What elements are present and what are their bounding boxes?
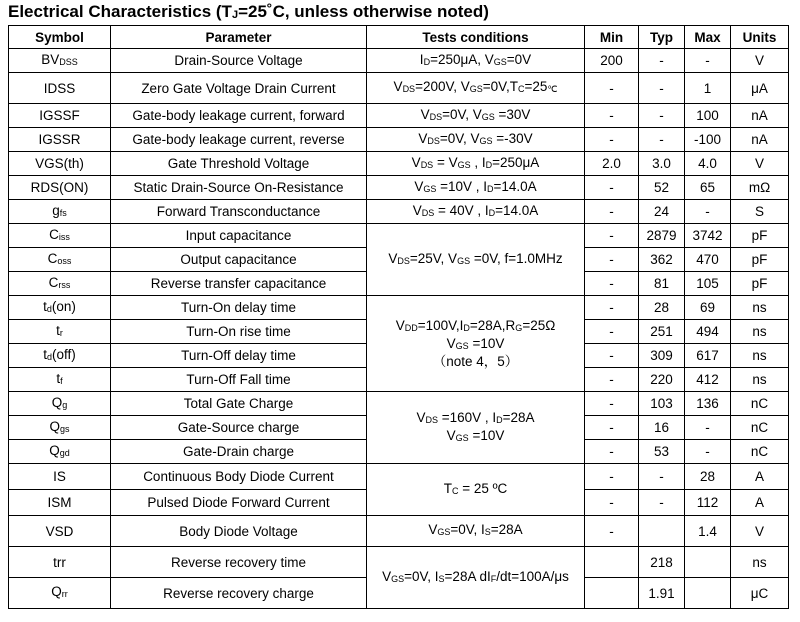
max-cell: -100 bbox=[685, 128, 731, 152]
max-cell: 28 bbox=[685, 464, 731, 490]
min-cell: - bbox=[585, 73, 639, 104]
min-cell: - bbox=[585, 490, 639, 516]
min-cell: 200 bbox=[585, 49, 639, 73]
symbol-cell: VSD bbox=[9, 516, 111, 547]
min-cell: 2.0 bbox=[585, 152, 639, 176]
min-cell: - bbox=[585, 224, 639, 248]
max-cell: 136 bbox=[685, 392, 731, 416]
typ-cell: 28 bbox=[639, 296, 685, 320]
conditions-cell: $V_{DS} = V_{GS}$ , $I_D=250\mu A$ bbox=[367, 152, 585, 176]
max-cell: 412 bbox=[685, 368, 731, 392]
symbol-cell: $g_{fs}$ bbox=[9, 200, 111, 224]
parameter-cell: Forward Transconductance bbox=[111, 200, 367, 224]
conditions-cell: $V_{GS}=0V$, $I_S=28A$ bbox=[367, 516, 585, 547]
typ-cell: - bbox=[639, 464, 685, 490]
typ-cell: - bbox=[639, 490, 685, 516]
table-row bbox=[9, 73, 789, 104]
table-row bbox=[9, 128, 789, 152]
parameter-cell: Reverse recovery time bbox=[111, 547, 367, 578]
table-row bbox=[9, 547, 789, 578]
units-cell: ns bbox=[731, 547, 789, 578]
max-cell: 494 bbox=[685, 320, 731, 344]
symbol-cell: trr bbox=[9, 547, 111, 578]
units-cell: pF bbox=[731, 248, 789, 272]
symbol-cell: $C_{iss}$ bbox=[9, 224, 111, 248]
parameter-cell: Input capacitance bbox=[111, 224, 367, 248]
symbol-cell: ISM bbox=[9, 490, 111, 516]
typ-cell: - bbox=[639, 128, 685, 152]
units-cell: nC bbox=[731, 416, 789, 440]
conditions-cell: $V_{DS}=0V$, $V_{GS} =30V$ bbox=[367, 104, 585, 128]
max-cell bbox=[685, 547, 731, 578]
min-cell: - bbox=[585, 176, 639, 200]
max-cell: - bbox=[685, 440, 731, 464]
typ-cell: 218 bbox=[639, 547, 685, 578]
min-cell: - bbox=[585, 368, 639, 392]
units-cell: nA bbox=[731, 104, 789, 128]
parameter-cell: Gate-body leakage current, reverse bbox=[111, 128, 367, 152]
typ-cell: 16 bbox=[639, 416, 685, 440]
typ-cell: - bbox=[639, 49, 685, 73]
table-row bbox=[9, 224, 789, 248]
max-cell: - bbox=[685, 49, 731, 73]
min-cell: - bbox=[585, 416, 639, 440]
typ-cell bbox=[639, 516, 685, 547]
max-cell: 69 bbox=[685, 296, 731, 320]
parameter-cell: Turn-On delay time bbox=[111, 296, 367, 320]
header-row bbox=[9, 26, 789, 49]
symbol-cell: $BV_{DSS}$ bbox=[9, 49, 111, 73]
max-cell: 105 bbox=[685, 272, 731, 296]
typ-cell: 220 bbox=[639, 368, 685, 392]
header-tests-conditions: Tests conditions bbox=[367, 26, 585, 49]
max-cell: 3742 bbox=[685, 224, 731, 248]
units-cell: ns bbox=[731, 344, 789, 368]
typ-cell: 362 bbox=[639, 248, 685, 272]
table-row bbox=[9, 176, 789, 200]
max-cell bbox=[685, 578, 731, 609]
typ-cell: 24 bbox=[639, 200, 685, 224]
table-row bbox=[9, 152, 789, 176]
parameter-cell: Drain-Source Voltage bbox=[111, 49, 367, 73]
min-cell: - bbox=[585, 248, 639, 272]
units-cell: A bbox=[731, 464, 789, 490]
max-cell: - bbox=[685, 200, 731, 224]
max-cell: 1.4 bbox=[685, 516, 731, 547]
min-cell: - bbox=[585, 464, 639, 490]
max-cell: 65 bbox=[685, 176, 731, 200]
units-cell: ns bbox=[731, 296, 789, 320]
header-min: Min bbox=[585, 26, 639, 49]
symbol-cell: RDS(ON) bbox=[9, 176, 111, 200]
parameter-cell: Turn-Off Fall time bbox=[111, 368, 367, 392]
table-row bbox=[9, 296, 789, 320]
typ-cell: 1.91 bbox=[639, 578, 685, 609]
conditions-cell: $V_{GS}=0V$, $I_S=28A$ $dI_F/dt=100A/\mu s$ bbox=[367, 547, 585, 609]
symbol-cell: IGSSF bbox=[9, 104, 111, 128]
min-cell: - bbox=[585, 320, 639, 344]
parameter-cell: Gate Threshold Voltage bbox=[111, 152, 367, 176]
max-cell: 1 bbox=[685, 73, 731, 104]
min-cell bbox=[585, 547, 639, 578]
units-cell: pF bbox=[731, 224, 789, 248]
typ-cell: - bbox=[639, 73, 685, 104]
symbol-cell: VGS(th) bbox=[9, 152, 111, 176]
parameter-cell: Body Diode Voltage bbox=[111, 516, 367, 547]
max-cell: - bbox=[685, 416, 731, 440]
table-row bbox=[9, 49, 789, 73]
units-cell: μC bbox=[731, 578, 789, 609]
units-cell: nC bbox=[731, 392, 789, 416]
conditions-cell: $T_C = 25$ ºC bbox=[367, 464, 585, 516]
units-cell: ns bbox=[731, 368, 789, 392]
table-row bbox=[9, 464, 789, 490]
min-cell: - bbox=[585, 440, 639, 464]
symbol-cell: IGSSR bbox=[9, 128, 111, 152]
conditions-cell: $V_{DD}=100V,I_D=28A,R_G=25\Omega$ $V_{GS} =10V$ （note 4，5） bbox=[367, 296, 585, 392]
typ-cell: 3.0 bbox=[639, 152, 685, 176]
min-cell: - bbox=[585, 200, 639, 224]
parameter-cell: Output capacitance bbox=[111, 248, 367, 272]
header-units: Units bbox=[731, 26, 789, 49]
page-title: Electrical Characteristics ($T_J=25˚C$, unless otherwise noted) bbox=[8, 2, 489, 21]
min-cell: - bbox=[585, 296, 639, 320]
conditions-cell: $V_{DS} = 40V$ , $I_D=14.0A$ bbox=[367, 200, 585, 224]
conditions-cell: $I_D=250\mu A$, $V_{GS}=0V$ bbox=[367, 49, 585, 73]
max-cell: 617 bbox=[685, 344, 731, 368]
conditions-cell: $V_{DS} =160V$ , $I_D=28A$ $V_{GS} =10V$ bbox=[367, 392, 585, 464]
max-cell: 4.0 bbox=[685, 152, 731, 176]
max-cell: 100 bbox=[685, 104, 731, 128]
units-cell: nA bbox=[731, 128, 789, 152]
symbol-cell: $Q_g$ bbox=[9, 392, 111, 416]
table-body bbox=[9, 49, 789, 609]
typ-cell: 81 bbox=[639, 272, 685, 296]
symbol-cell: $t_r$ bbox=[9, 320, 111, 344]
conditions-cell: $V_{DS}=25V$, $V_{GS} =0V$, f=1.0MHz bbox=[367, 224, 585, 296]
header-max: Max bbox=[685, 26, 731, 49]
min-cell bbox=[585, 578, 639, 609]
units-cell: S bbox=[731, 200, 789, 224]
parameter-cell: Continuous Body Diode Current bbox=[111, 464, 367, 490]
table-row bbox=[9, 392, 789, 416]
parameter-cell: Turn-Off delay time bbox=[111, 344, 367, 368]
parameter-cell: Gate-Drain charge bbox=[111, 440, 367, 464]
conditions-cell: $V_{DS}=200V$, $V_{GS}=0V,T_C=25_℃$ bbox=[367, 73, 585, 104]
units-cell: nC bbox=[731, 440, 789, 464]
typ-cell: - bbox=[639, 104, 685, 128]
symbol-cell: $t_d(on)$ bbox=[9, 296, 111, 320]
parameter-cell: Total Gate Charge bbox=[111, 392, 367, 416]
header-parameter: Parameter bbox=[111, 26, 367, 49]
typ-cell: 251 bbox=[639, 320, 685, 344]
symbol-cell: $t_f$ bbox=[9, 368, 111, 392]
table-row bbox=[9, 516, 789, 547]
min-cell: - bbox=[585, 272, 639, 296]
symbol-cell: IDSS bbox=[9, 73, 111, 104]
units-cell: ns bbox=[731, 320, 789, 344]
min-cell: - bbox=[585, 392, 639, 416]
symbol-cell: $Q_{rr}$ bbox=[9, 578, 111, 609]
table-row bbox=[9, 200, 789, 224]
symbol-cell: $C_{rss}$ bbox=[9, 272, 111, 296]
parameter-cell: Gate-Source charge bbox=[111, 416, 367, 440]
units-cell: V bbox=[731, 152, 789, 176]
typ-cell: 103 bbox=[639, 392, 685, 416]
min-cell: - bbox=[585, 344, 639, 368]
typ-cell: 309 bbox=[639, 344, 685, 368]
typ-cell: 53 bbox=[639, 440, 685, 464]
units-cell: pF bbox=[731, 272, 789, 296]
symbol-cell: IS bbox=[9, 464, 111, 490]
conditions-cell: $V_{GS} =10V$ , $I_D=14.0A$ bbox=[367, 176, 585, 200]
units-cell: A bbox=[731, 490, 789, 516]
typ-cell: 52 bbox=[639, 176, 685, 200]
units-cell: μA bbox=[731, 73, 789, 104]
min-cell: - bbox=[585, 516, 639, 547]
units-cell: mΩ bbox=[731, 176, 789, 200]
units-cell: V bbox=[731, 516, 789, 547]
electrical-characteristics-table bbox=[8, 25, 789, 609]
parameter-cell: Pulsed Diode Forward Current bbox=[111, 490, 367, 516]
parameter-cell: Reverse recovery charge bbox=[111, 578, 367, 609]
header-typ: Typ bbox=[639, 26, 685, 49]
symbol-cell: $t_d(off)$ bbox=[9, 344, 111, 368]
min-cell: - bbox=[585, 104, 639, 128]
parameter-cell: Gate-body leakage current, forward bbox=[111, 104, 367, 128]
typ-cell: 2879 bbox=[639, 224, 685, 248]
max-cell: 470 bbox=[685, 248, 731, 272]
symbol-cell: $Q_{gs}$ bbox=[9, 416, 111, 440]
parameter-cell: Static Drain-Source On-Resistance bbox=[111, 176, 367, 200]
max-cell: 112 bbox=[685, 490, 731, 516]
symbol-cell: $C_{oss}$ bbox=[9, 248, 111, 272]
symbol-cell: $Q_{gd}$ bbox=[9, 440, 111, 464]
parameter-cell: Reverse transfer capacitance bbox=[111, 272, 367, 296]
table-row bbox=[9, 104, 789, 128]
header-symbol: Symbol bbox=[9, 26, 111, 49]
min-cell: - bbox=[585, 128, 639, 152]
parameter-cell: Turn-On rise time bbox=[111, 320, 367, 344]
parameter-cell: Zero Gate Voltage Drain Current bbox=[111, 73, 367, 104]
units-cell: V bbox=[731, 49, 789, 73]
conditions-cell: $V_{DS}=0V$, $V_{GS} =-30V$ bbox=[367, 128, 585, 152]
